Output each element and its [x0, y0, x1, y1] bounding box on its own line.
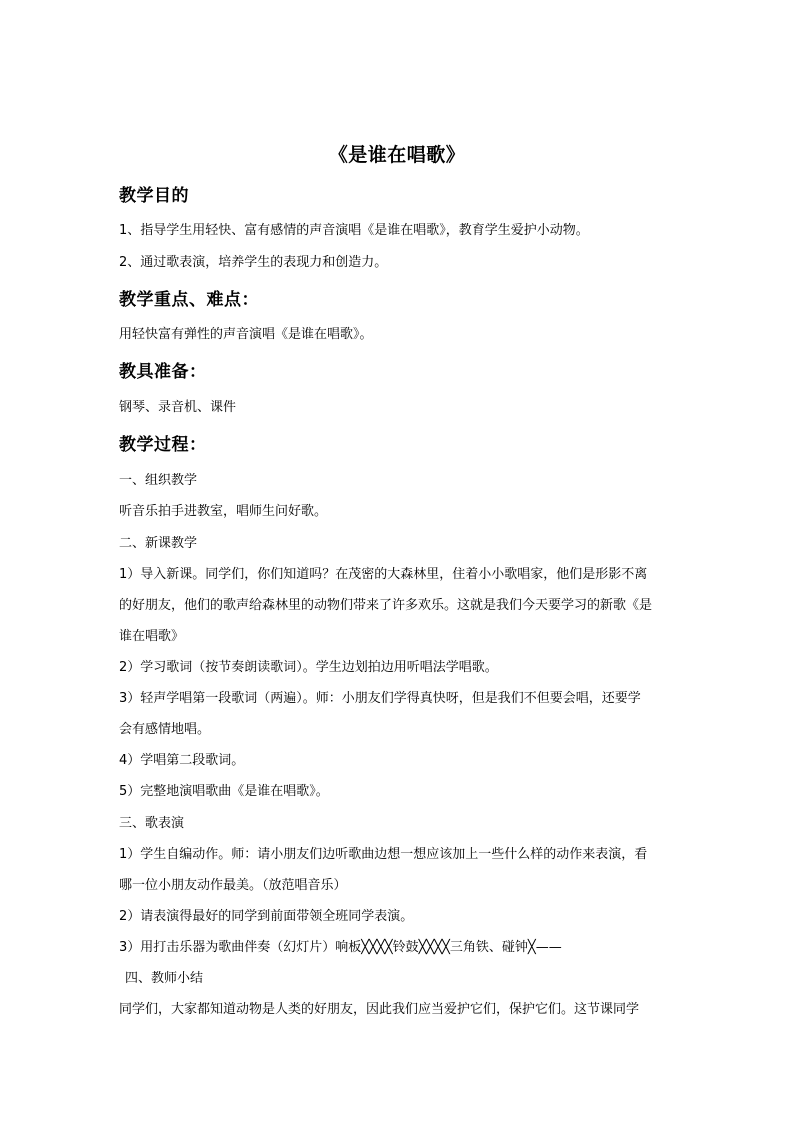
- process-line-2: 听音乐拍手进教室，唱师生问好歌。: [119, 504, 328, 519]
- objective-line-2: 2、通过歌表演，培养学生的表现力和创造力。: [119, 255, 388, 270]
- process-line-14: 哪一位小朋友动作最美。（放范唱音乐）: [119, 878, 347, 893]
- keypoints-line-1: 用轻快富有弹性的声音演唱《是谁在唱歌》。: [119, 327, 373, 342]
- process-line-8: 3）轻声学唱第一段歌词（两遍）。师：小朋友们学得真快呀，但是我们不但要会唱，还要学: [119, 691, 641, 706]
- process-line-16: 3）用打击乐器为歌曲伴奏（幻灯片）响板╳╳╳╳铃鼓╳╳╳╳三角铁、碰钟╳——: [119, 940, 562, 955]
- process-line-9: 会有感情地唱。: [119, 722, 211, 737]
- process-line-10: 4）学唱第二段歌词。: [119, 753, 245, 768]
- process-line-5: 的好朋友，他们的歌声给森林里的动物们带来了许多欢乐。这就是我们今天要学习的新歌《是: [119, 598, 653, 613]
- process-line-13: 1）学生自编动作。师：请小朋友们边听歌曲边想一想应该加上一些什么样的动作来表演，看: [119, 847, 648, 862]
- document-title: 《是谁在唱歌》: [328, 144, 466, 166]
- process-line-17: 四、教师小结: [125, 971, 204, 986]
- process-line-3: 二、新课教学: [119, 536, 198, 551]
- materials-line-1: 钢琴、录音机、课件: [119, 400, 237, 415]
- heading-materials: 教具准备：: [119, 362, 207, 382]
- process-line-6: 谁在唱歌》: [119, 629, 185, 644]
- process-line-15: 2）请表演得最好的同学到前面带领全班同学表演。: [119, 909, 414, 924]
- process-line-11: 5）完整地演唱歌曲《是谁在唱歌》。: [119, 784, 329, 799]
- objective-line-1: 1、指导学生用轻快、富有感情的声音演唱《是谁在唱歌》，教育学生爱护小动物。: [119, 223, 589, 238]
- heading-objectives: 教学目的: [119, 186, 189, 206]
- process-line-1: 一、组织教学: [119, 473, 198, 488]
- process-line-18: 同学们，大家都知道动物是人类的好朋友，因此我们应当爱护它们，保护它们。这节课同学: [119, 1002, 640, 1017]
- process-line-7: 2）学习歌词（按节奏朗读歌词）。学生边划拍边用听唱法学唱歌。: [119, 660, 498, 675]
- process-line-12: 三、歌表演: [119, 816, 185, 831]
- heading-keypoints: 教学重点、难点：: [119, 290, 259, 310]
- heading-process: 教学过程：: [119, 435, 207, 455]
- process-line-4: 1）导入新课。同学们，你们知道吗？在茂密的大森林里，住着小小歌唱家，他们是形影不离: [119, 567, 648, 582]
